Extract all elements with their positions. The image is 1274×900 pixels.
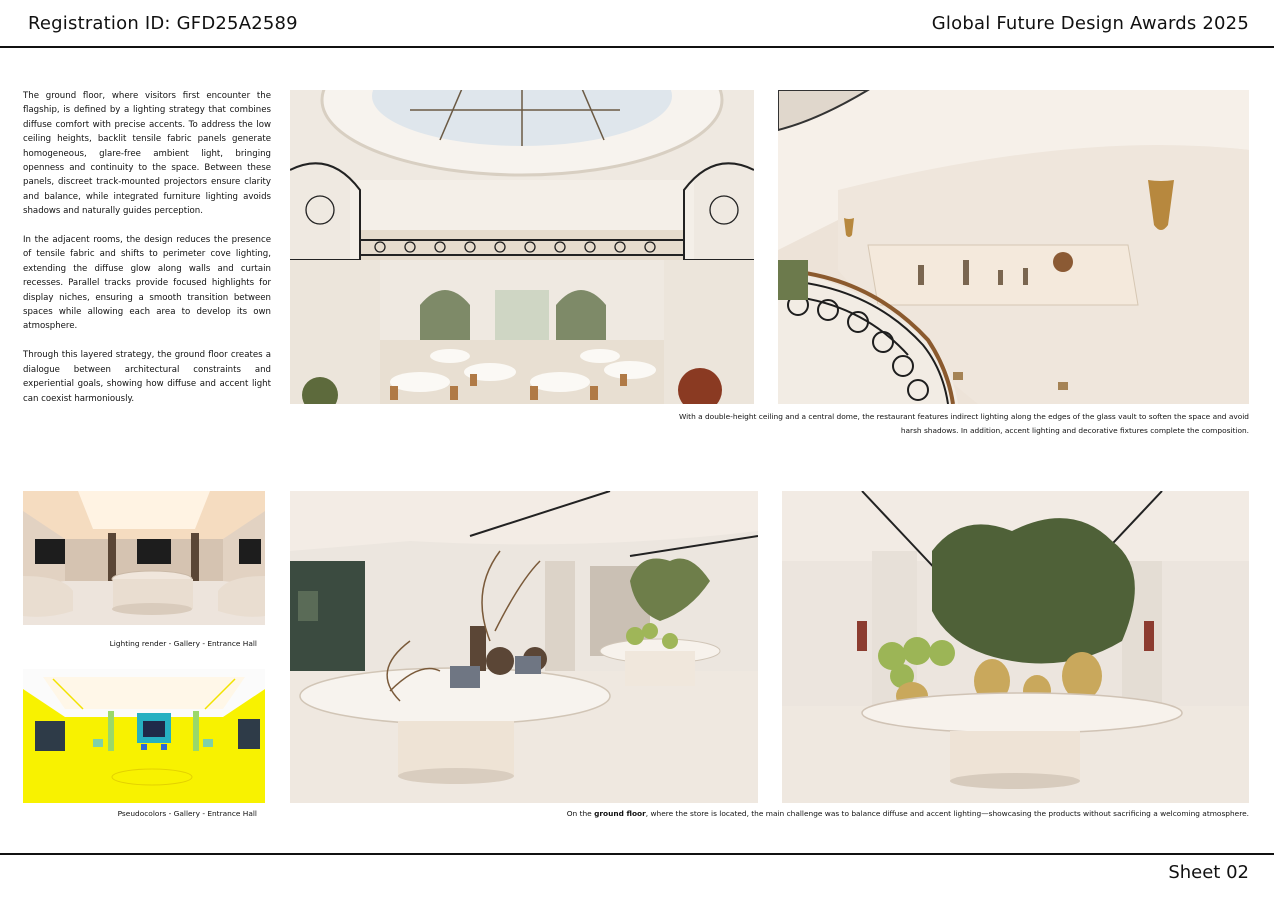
lighting-render-image	[23, 491, 265, 625]
top-divider	[0, 46, 1274, 48]
store-caption-bold: ground floor	[594, 809, 646, 818]
store-display-photo-2	[782, 491, 1249, 803]
intro-paragraph: The ground floor, where visitors first encounter the flagship, is defined by a lighting strategy that combines diffuse comfort with precise accents. To address the low ceiling heights, backlit tensile fabric panels generate homogeneous, glare-free ambient light, bringing openness and continuity to the space. Between these panels, discreet track-mounted projectors ensure clarity and balance, while integrated furniture lighting avoids shadows and naturally guides perception.	[23, 91, 271, 217]
award-title: Global Future Design Awards 2025	[931, 13, 1249, 34]
restaurant-caption: With a double-height ceiling and a central dome, the restaurant features indirect lighting along the edges of the glass vault to soften the space and avoid harsh shadows. In addition, accent lighting and decorative fixtures complete the composition.	[678, 412, 1249, 435]
store-caption	[430, 807, 1249, 821]
intro-paragraph: Through this layered strategy, the ground floor creates a dialogue between architectural constraints and experiential goals, showing how diffuse and accent light can coexist harmoniously.	[23, 350, 271, 404]
bottom-divider	[0, 853, 1274, 855]
intro-text	[23, 89, 271, 420]
restaurant-dome-photo	[290, 90, 754, 404]
registration-id: Registration ID: GFD25A2589	[28, 13, 298, 34]
sheet-number: Sheet 02	[1168, 862, 1249, 883]
render-caption: Lighting render - Gallery - Entrance Hall	[109, 639, 257, 648]
store-caption-suffix: , where the store is located, the main challenge was to balance diffuse and accent lighting—showcasing the products without sacrificing a welcoming atmosphere.	[645, 809, 1249, 818]
store-caption-prefix: On the	[566, 809, 595, 818]
intro-paragraph: In the adjacent rooms, the design reduces the presence of tensile fabric and shifts to perimeter cove lighting, extending the diffuse glow along walls and curtain recesses. Parallel tracks provide focused highlights for display niches, ensuring a smooth transition between spaces while allowing each area to develop its own atmosphere.	[23, 235, 271, 332]
pseudocolor-image	[23, 669, 265, 803]
store-display-photo-1	[290, 491, 758, 803]
curved-staircase-photo	[778, 90, 1249, 404]
pseudocolor-caption: Pseudocolors - Gallery - Entrance Hall	[117, 809, 257, 818]
